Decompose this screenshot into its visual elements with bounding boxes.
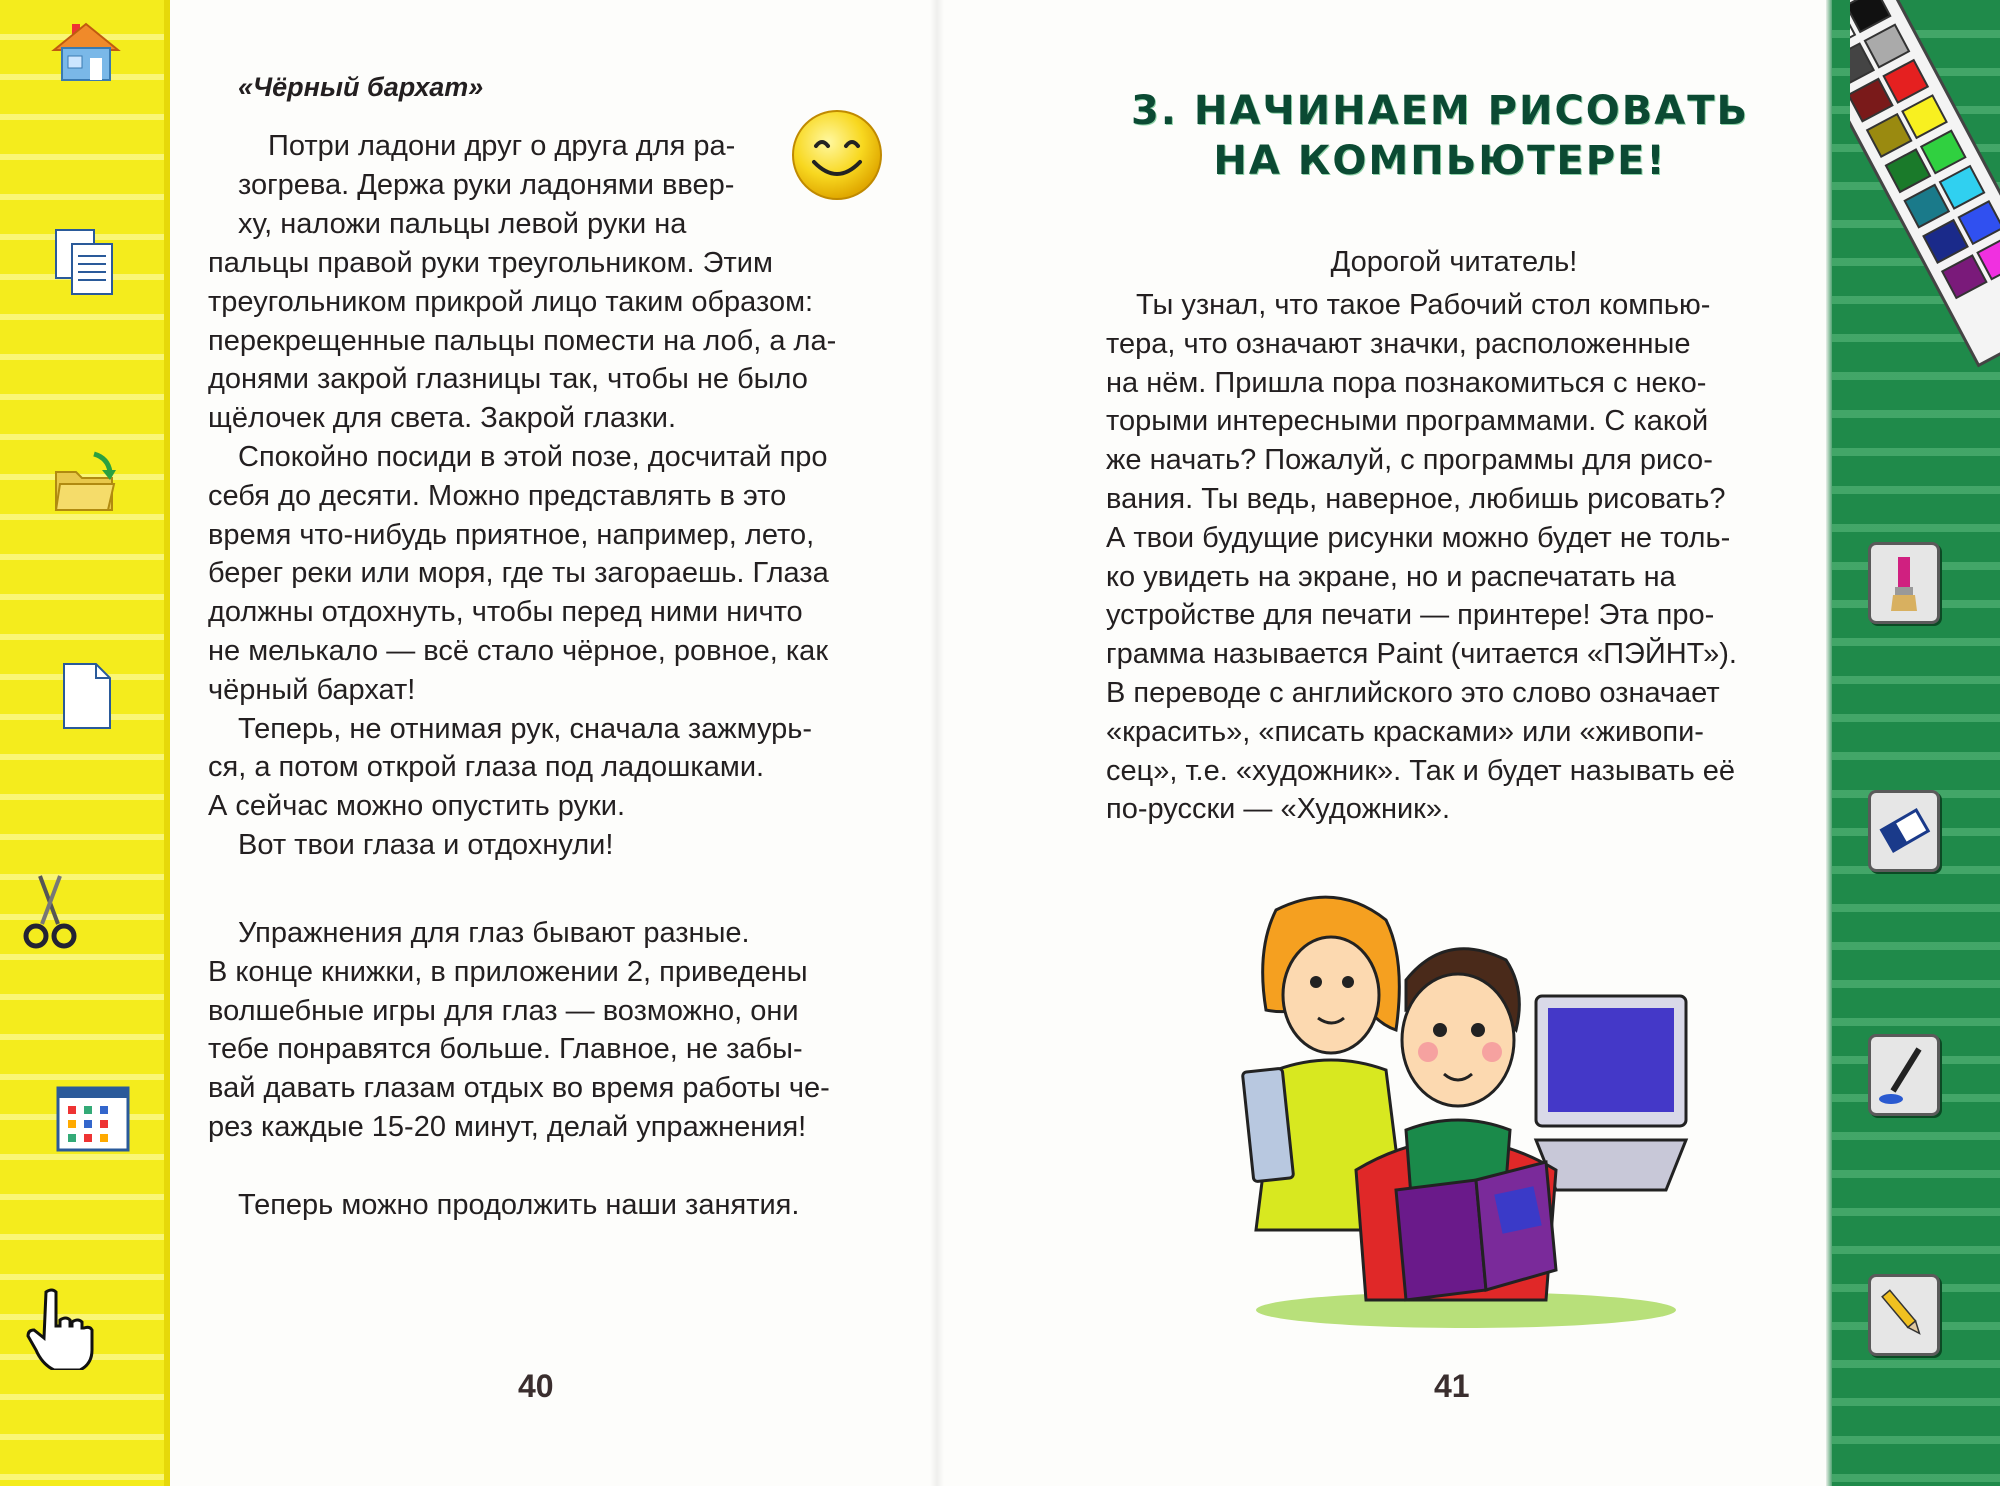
eraser-icon — [1871, 793, 1937, 869]
left-text-block-6: Теперь можно продолжить наши занятия. — [238, 1189, 800, 1221]
greeting: Дорогой читатель! — [1330, 246, 1578, 278]
exercise-title: «Чёрный бархат» — [238, 72, 484, 102]
documents-icon — [50, 226, 122, 298]
calendar-grid-icon — [56, 1086, 130, 1152]
left-text-block-1b: пальцы правой руки треугольником. Этим треугольником прикрой лицо таким образом: перекрещенные пальцы помести на лоб, а ла- донями закрой глазницы так, чтобы не было щёлочек для света. Закрой глазки. Спокойно посиди в этой позе, досчитай про себя до десяти. Можно представлять в это время что-нибудь приятное, например, лето, берег реки или моря, где ты загораешь. Глаза должны отдохнуть, чтобы перед ними ничто не мелькало — всё стало чёрное, ровное, как чёрный бархат! Теперь, не отнимая рук, сначала зажмурь- ся, а потом открой глаза под ладошками. А сейчас можно опустить руки. Вот твои глаза и отдохнули! — [208, 247, 837, 861]
folder-open-icon — [50, 448, 122, 520]
brush-icon — [1871, 545, 1937, 621]
page-number-right: 41 — [1434, 1368, 1470, 1404]
chapter-title: 3. НАЧИНАЕМ РИСОВАТЬ НА КОМПЬЮТЕРЕ! — [1130, 88, 1750, 184]
home-icon — [50, 14, 122, 86]
pencil-tool-button[interactable] — [1868, 1274, 1940, 1356]
left-text-block-5: Упражнения для глаз бывают разные. В конце книжки, в приложении 2, приведены волшебные игры для глаз — возможно, они тебе понравятся больше. Главное, не забы- вай давать глазам отдых во время работы че- рез каждые 15-20 минут, делай упражнения! — [208, 917, 830, 1143]
scissors-icon — [20, 872, 80, 952]
pencil-icon — [1871, 1277, 1937, 1353]
right-text-body: Ты узнал, что такое Рабочий стол компью- тера, что означают значки, расположенные на нём. Пришла пора познакомиться с неко- торыми интересными программами. С какой же начать? Пожалуй, с программы для рисо- вания. Ты ведь, наверное, любишь рисовать? А твои будущие рисунки можно будет не толь- ко увидеть на экране, но и распечатать на устройстве для печати — принтере! Эта про- грамма называется Paint (читается «ПЭЙНТ»). В переводе с английского это слово означает «красить», «писать красками» или «живопи- сец», т.е. «художник». Так и будет называть её по-русски — «Художник». — [1106, 289, 1737, 826]
left-strip-edge — [164, 0, 170, 1486]
left-toolbar-strip — [0, 0, 168, 1486]
page-gutter — [930, 0, 944, 1486]
page-number-left: 40 — [518, 1368, 554, 1404]
smiley-icon — [790, 108, 884, 202]
dropper-icon — [1871, 1037, 1937, 1113]
eraser-tool-button[interactable] — [1868, 790, 1940, 872]
dropper-tool-button[interactable] — [1868, 1034, 1940, 1116]
brush-tool-button[interactable] — [1868, 542, 1940, 624]
left-text-block-1: Потри ладони друг о друга для ра- зогрева. Держа руки ладонями ввер- ху, наложи пальцы левой руки на — [238, 130, 736, 240]
children-computer-illustration — [1236, 890, 1706, 1330]
color-palette-icon — [1850, 0, 2000, 380]
hand-pointer-icon — [26, 1286, 94, 1370]
blank-page-icon — [50, 660, 122, 732]
